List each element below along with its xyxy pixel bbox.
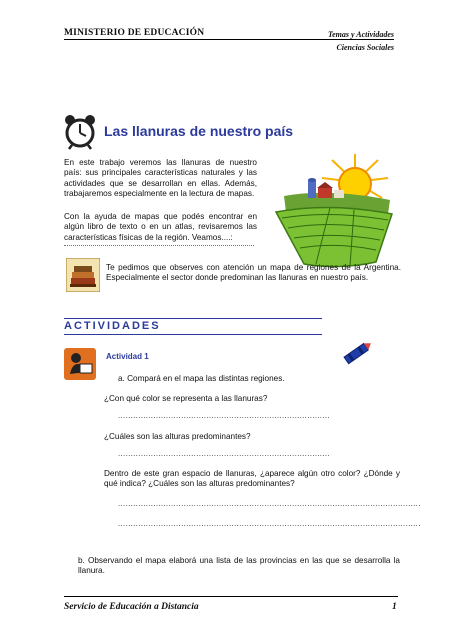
answer-line-3[interactable]: ........................................................................................................................ (118, 499, 421, 508)
answer-line-1[interactable]: .................................................................................... (118, 411, 330, 420)
crayon-icon (340, 338, 374, 368)
answer-line-2[interactable]: .................................................................................... (118, 449, 330, 458)
question-2: ¿Cuáles son las alturas predominantes? (104, 432, 251, 441)
header-area: Ciencias Sociales (336, 43, 394, 52)
footer-service: Servicio de Educación a Distancia (64, 602, 199, 612)
activities-rule-top (64, 318, 322, 319)
reading-person-icon (64, 348, 96, 380)
books-icon (66, 258, 100, 292)
answer-line-4[interactable]: ........................................................................................................................ (118, 519, 421, 528)
intro-paragraph-2: Con la ayuda de mapas que podés encontrar en algún libro de texto o en un atlas, revisaremos las características físicas de la región. Veamos....: (64, 212, 257, 242)
item-a: a. Compará en el mapa las distintas regiones. (118, 374, 285, 383)
alarm-clock-icon (64, 114, 96, 150)
header-subject (328, 28, 394, 54)
activities-heading: ACTIVIDADES (64, 320, 161, 332)
intro-paragraph-1: En este trabajo veremos las llanuras de nuestro país: sus principales características naturales y las actividades que se desarrollan en ellas. Además, trabajaremos especialmente en la lectura de mapas. (64, 158, 257, 198)
question-1: ¿Con qué color se representa a las llanuras? (104, 394, 268, 403)
intro-divider (64, 245, 254, 246)
map-instruction-note: Te pedimos que observes con atención un mapa de regiones de la Argentina. Especialmente el sector donde predominan las llanuras en nuestro país. (106, 263, 401, 283)
header-rule (64, 39, 394, 40)
item-b: b. Observando el mapa elaborá una lista de las provincias en las que se desarrolla la llanura. (78, 556, 400, 576)
activity-1-label: Actividad 1 (106, 352, 149, 361)
header-topic: Temas y Actividades (327, 30, 394, 39)
header-ministry: MINISTERIO DE EDUCACIÓN (64, 28, 205, 38)
activities-rule-bottom (64, 334, 322, 335)
question-3: Dentro de este gran espacio de llanuras, ¿aparece algún otro color? ¿Dónde y qué indica? ¿Cuáles son las alturas predominantes? (104, 469, 400, 489)
page-number: 1 (392, 602, 397, 612)
page-title: Las llanuras de nuestro país (104, 123, 294, 139)
footer-rule (64, 596, 398, 597)
farm-illustration (270, 152, 400, 270)
